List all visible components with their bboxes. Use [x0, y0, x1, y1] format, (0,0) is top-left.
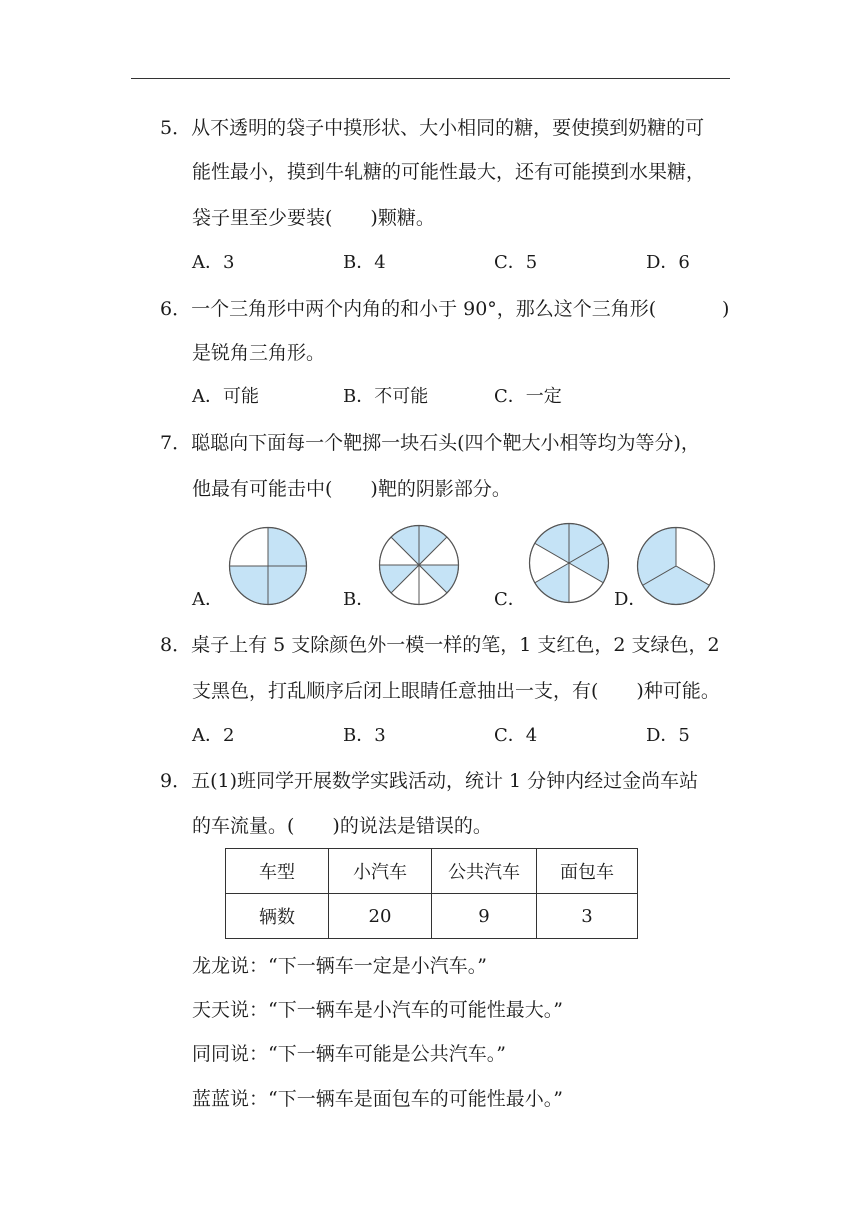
q7-target-d[interactable]: [636, 526, 716, 606]
q6-text-line1: 6．一个三角形中两个内角的和小于 90°，那么这个三角形(: [160, 298, 657, 320]
q9-text-line1: 9．五(1)班同学开展数学实践活动，统计 1 分钟内经过金尚车站: [160, 770, 699, 792]
q7-target-a[interactable]: [228, 526, 308, 606]
q7-option-c-label[interactable]: C．: [494, 589, 526, 610]
q9-statement-tongtong: 同同说：“下一辆车可能是公共汽车。”: [192, 1043, 506, 1065]
q5-option-d[interactable]: D．6: [646, 252, 690, 273]
q7-text-line1: 7．聪聪向下面每一个靶掷一块石头(四个靶大小相等均为等分)，: [160, 432, 700, 454]
q8-option-b[interactable]: B．3: [343, 725, 386, 746]
table-cell: 辆数: [226, 894, 329, 939]
q6-option-b[interactable]: B．不可能: [343, 386, 429, 407]
q7-option-b-label[interactable]: B．: [343, 589, 375, 610]
table-header-cell: 面包车: [537, 849, 638, 894]
q8-text-line1: 8．桌子上有 5 支除颜色外一模一样的笔，1 支红色，2 支绿色，2: [160, 634, 720, 656]
q5-text-line1: 5．从不透明的袋子中摸形状、大小相同的糖，要使摸到奶糖的可: [160, 117, 705, 139]
q6-text-line1-paren: ): [722, 298, 730, 320]
q6-text-line2: 是锐角三角形。: [192, 342, 326, 364]
q9-statement-longlong: 龙龙说：“下一辆车一定是小汽车。”: [192, 955, 487, 977]
q8-text-line2: 支黑色，打乱顺序后闭上眼睛任意抽出一支，有( )种可能。: [192, 680, 720, 702]
table-cell: 3: [537, 894, 638, 939]
table-cell: 9: [432, 894, 537, 939]
header-rule: [131, 78, 730, 79]
q6-option-c[interactable]: C．一定: [494, 386, 562, 407]
q9-text-line2: 的车流量。( )的说法是错误的。: [192, 815, 492, 837]
q7-target-c[interactable]: [528, 522, 610, 604]
table-header-cell: 车型: [226, 849, 329, 894]
q5-text-line3: 袋子里至少要装( )颗糖。: [192, 207, 435, 229]
q5-option-b[interactable]: B．4: [343, 252, 386, 273]
q5-option-a[interactable]: A．3: [192, 252, 235, 273]
table-header-row: [226, 849, 638, 894]
q9-statement-lanlan: 蓝蓝说：“下一辆车是面包车的可能性最小。”: [192, 1088, 563, 1110]
table-row: [226, 894, 638, 939]
q7-option-d-label[interactable]: D．: [614, 589, 647, 610]
traffic-table: [225, 848, 638, 939]
table-header-cell: 公共汽车: [432, 849, 537, 894]
q7-text-line2: 他最有可能击中( )靶的阴影部分。: [192, 478, 511, 500]
table-cell: 20: [329, 894, 432, 939]
table-header-cell: 小汽车: [329, 849, 432, 894]
q9-statement-tiantian: 天天说：“下一辆车是小汽车的可能性最大。”: [192, 999, 563, 1021]
q8-option-a[interactable]: A．2: [192, 725, 235, 746]
q7-option-a-label[interactable]: A．: [192, 589, 223, 610]
q6-option-a[interactable]: A．可能: [192, 386, 259, 407]
q7-target-b[interactable]: [378, 524, 460, 606]
q8-option-c[interactable]: C．4: [494, 725, 538, 746]
q8-option-d[interactable]: D．5: [646, 725, 690, 746]
q5-option-c[interactable]: C．5: [494, 252, 538, 273]
q5-text-line2: 能性最小，摸到牛轧糖的可能性最大，还有可能摸到水果糖，: [192, 161, 706, 183]
